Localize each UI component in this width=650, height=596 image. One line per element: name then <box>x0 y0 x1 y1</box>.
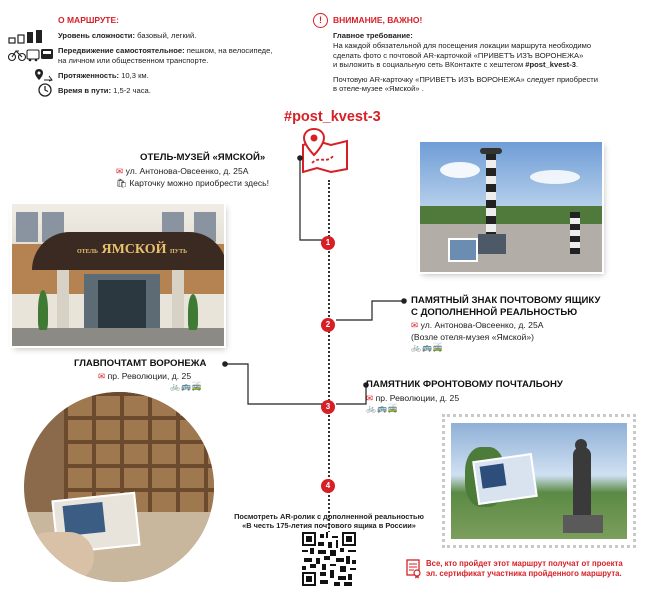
point-3-transport-icons: 🚲🚌🚎 <box>170 382 203 391</box>
notice-line-2: сделать фото с почтовой AR-карточкой «ПРИВЕТЪ ИЗЪ ВОРОНЕЖА» <box>333 50 584 60</box>
notice-hashtag: #post_kvest-3 <box>525 60 576 69</box>
notice-line-3c: . <box>575 60 579 69</box>
point-1-address-row <box>116 166 248 177</box>
post-office-photo <box>24 392 214 582</box>
postman-monument-photo <box>442 414 636 548</box>
notice-line-4: Почтовую AR-карточку «ПРИВЕТЪ ИЗЪ ВОРОНЕЖА» следует приобрести <box>333 74 598 84</box>
hotel-sign-left: ОТЕЛЬ <box>76 249 98 255</box>
point-3b-transport-icons: 🚲🚌🚎 <box>366 404 399 413</box>
time-label: Время в пути: <box>58 86 112 95</box>
notice-heading: ВНИМАНИЕ, ВАЖНО! <box>333 15 423 25</box>
hotel-photo <box>12 204 224 346</box>
qr-code[interactable] <box>302 532 356 586</box>
point-3-address: пр. Революции, д. 25 <box>107 371 192 381</box>
point-3b-address-row <box>366 393 459 404</box>
hotel-sign <box>67 242 197 258</box>
ar-video-caption <box>225 512 433 530</box>
notice-line-3a: и выложить в социальную сеть ВКонтакте с хештегом <box>333 60 526 69</box>
hotel-sign-main: ЯМСКОЙ <box>101 242 167 257</box>
certificate-line-1: Все, кто пройдет этот маршрут получат от проекта <box>426 559 623 568</box>
mail-icon: ✉ <box>366 393 374 403</box>
route-heading: О МАРШРУТЕ: <box>58 15 119 25</box>
length-value: 10,3 км. <box>121 71 149 80</box>
length-label: Протяженность: <box>58 71 120 80</box>
cart-icon: 🛍 <box>116 178 127 188</box>
point-1-title: ОТЕЛЬ-МУЗЕЙ «ЯМСКОЙ» <box>140 152 266 163</box>
ar-video-line-2: «В честь 175-летия почтового ящика в России» <box>242 521 416 530</box>
time-value: 1,5-2 часа. <box>113 86 151 95</box>
point-1-address: ул. Антонова-Овсеенко, д. 25А <box>125 166 249 176</box>
difficulty-value: базовый, легкий. <box>137 31 197 40</box>
point-2-title-1: ПАМЯТНЫЙ ЗНАК ПОЧТОВОМУ ЯЩИКУ <box>411 295 601 306</box>
warning-icon: ! <box>313 13 328 28</box>
point-3b-title: ПАМЯТНИК ФРОНТОВОМУ ПОЧТАЛЬОНУ <box>366 379 563 390</box>
movement-label: Передвижение самостоятельное: <box>58 46 185 55</box>
movement-value-2: на личном или общественном транспорте. <box>58 55 209 65</box>
notice-line-1: На каждой обязательной для посещения локации маршрута необходимо <box>333 41 592 50</box>
point-badge-2: 2 <box>321 318 335 332</box>
hotel-sign-right: ПУТЬ <box>170 249 188 255</box>
point-3-address-row <box>98 371 191 382</box>
certificate-line-2: эл. сертификат участника пройденного маршрута. <box>426 569 622 578</box>
point-1-extra: Карточку можно приобрести здесь! <box>129 178 270 188</box>
point-badge-1: 1 <box>321 236 335 250</box>
point-2-address-row <box>411 320 543 331</box>
point-2-title-2: С ДОПОЛНЕННОЙ РЕАЛЬНОСТЬЮ <box>411 307 578 318</box>
difficulty-label: Уровень сложности: <box>58 31 136 40</box>
point-3b-address: пр. Революции, д. 25 <box>375 393 460 403</box>
certificate-text <box>426 559 648 579</box>
point-badge-3: 3 <box>321 400 335 414</box>
notice-main-label: Главное требование: <box>333 31 413 40</box>
point-2-title <box>411 295 600 319</box>
mail-icon: ✉ <box>411 320 419 330</box>
hashtag-title: #post_kvest-3 <box>284 109 381 125</box>
point-1-extra-row <box>116 178 269 189</box>
mail-icon: ✉ <box>116 166 124 176</box>
point-2-extra: (Возле отеля-музея «Ямской») <box>411 332 534 342</box>
movement-value-1: пешком, на велосипеде, <box>186 46 273 55</box>
certificate-icon <box>406 559 422 579</box>
point-badge-4: 4 <box>321 479 335 493</box>
mail-icon: ✉ <box>98 371 106 381</box>
point-2-address: ул. Антонова-Овсеенко, д. 25А <box>420 320 544 330</box>
point-2-transport-icons: 🚲🚌🚎 <box>411 343 444 352</box>
notice-line-5: в отеле-музее «Ямской» . <box>333 84 424 93</box>
ar-video-line-1: Посмотреть AR-ролик с дополненной реальностью <box>234 512 424 521</box>
postbox-monument-photo <box>420 142 602 272</box>
point-3-title: ГЛАВПОЧТАМТ ВОРОНЕЖА <box>74 358 207 369</box>
